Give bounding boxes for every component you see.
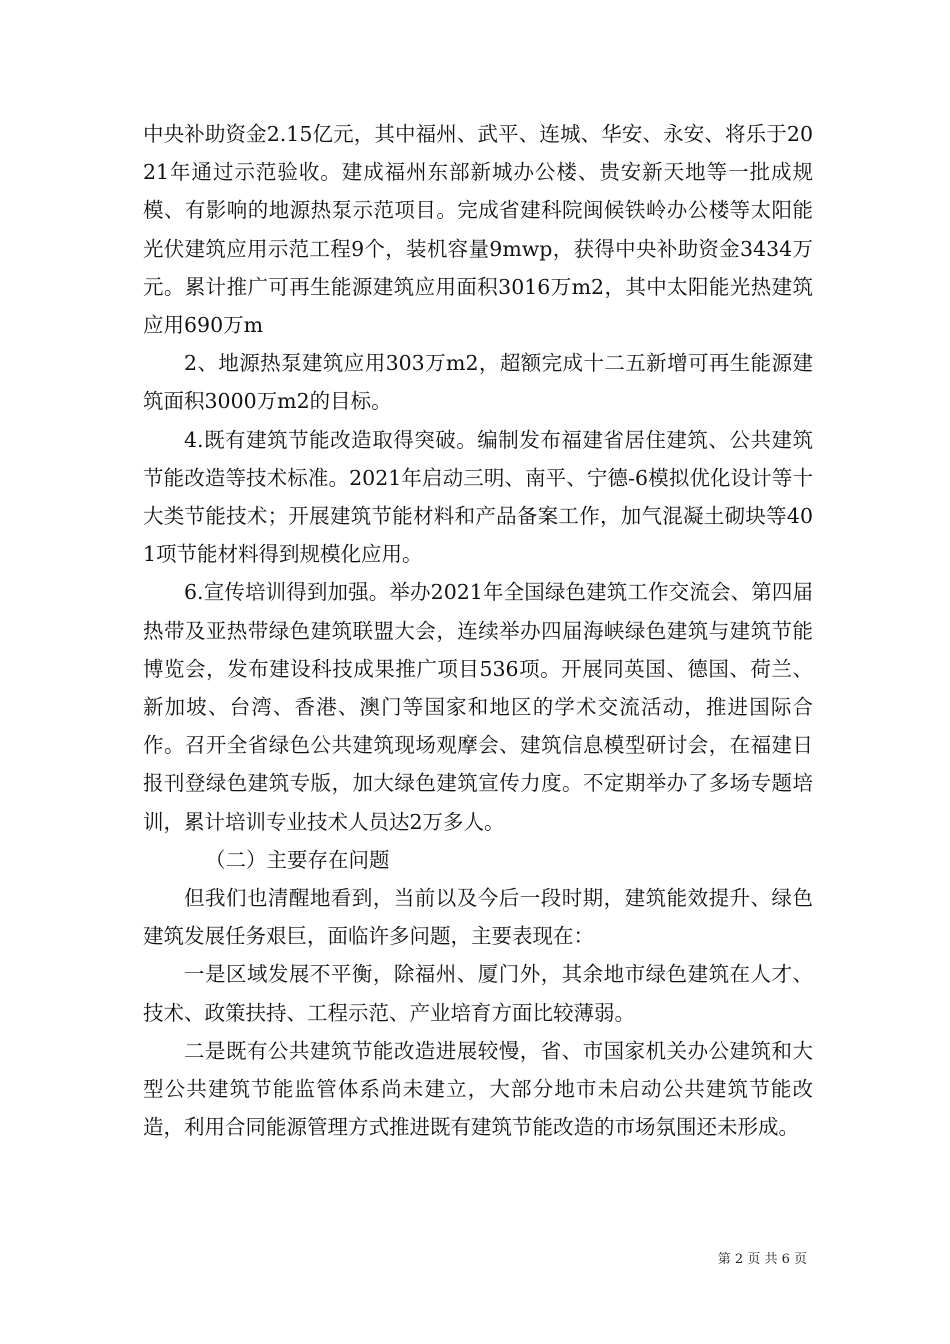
paragraph-retrofit: 4.既有建筑节能改造取得突破。编制发布福建省居住建筑、公共建筑节能改造等技术标准。2021年启动三明、南平、宁德-6模拟优化设计等十大类节能技术；开展建筑节能材料和产品备案工作，加气混凝土砌块等401项节能材料得到规模化应用。 [143, 427, 813, 567]
page-number-footer: 第 2 页 共 6 页 [717, 1252, 807, 1267]
section-heading-problems: （二）主要存在问题 [205, 847, 390, 872]
paragraph-problem-one: 一是区域发展不平衡，除福州、厦门外，其余地市绿色建筑在人才、技术、政策扶持、工程示范、产业培育方面比较薄弱。 [143, 962, 813, 1025]
paragraph-problems-intro: 但我们也清醒地看到，当前以及今后一段时期，建筑能效提升、绿色建筑发展任务艰巨，面临许多问题，主要表现在： [143, 886, 813, 949]
paragraph-training: 6.宣传培训得到加强。举办2021年全国绿色建筑工作交流会、第四届热带及亚热带绿色建筑联盟大会，连续举办四届海峡绿色建筑与建筑节能博览会，发布建设科技成果推广项目536项。开展同英国、德国、荷兰、新加坡、台湾、香港、澳门等国家和地区的学术交流活动，推进国际合作。召开全省绿色公共建筑现场观摩会、建筑信息模型研讨会，在福建日报刊登绿色建筑专版，加大绿色建筑宣传力度。不定期举办了多场专题培训，累计培训专业技术人员达2万多人。 [143, 580, 813, 834]
paragraph-problem-two: 二是既有公共建筑节能改造进展较慢，省、市国家机关办公建筑和大型公共建筑节能监管体系尚未建立，大部分地市未启动公共建筑节能改造，利用合同能源管理方式推进既有建筑节能改造的市场氛围还未形成。 [143, 1038, 813, 1140]
document-body [143, 115, 813, 1146]
paragraph-funding-summary: 中央补助资金2.15亿元，其中福州、武平、连城、华安、永安、将乐于2021年通过示范验收。建成福州东部新城办公楼、贵安新天地等一批成规模、有影响的地源热泵示范项目。完成省建科院闽候铁岭办公楼等太阳能光伏建筑应用示范工程9个，装机容量9mwp，获得中央补助资金3434万元。累计推广可再生能源建筑应用面积3016万m2，其中太阳能光热建筑应用690万m [143, 122, 813, 338]
paragraph-geothermal: 2、地源热泵建筑应用303万m2，超额完成十二五新增可再生能源建筑面积3000万m2的目标。 [143, 351, 813, 414]
